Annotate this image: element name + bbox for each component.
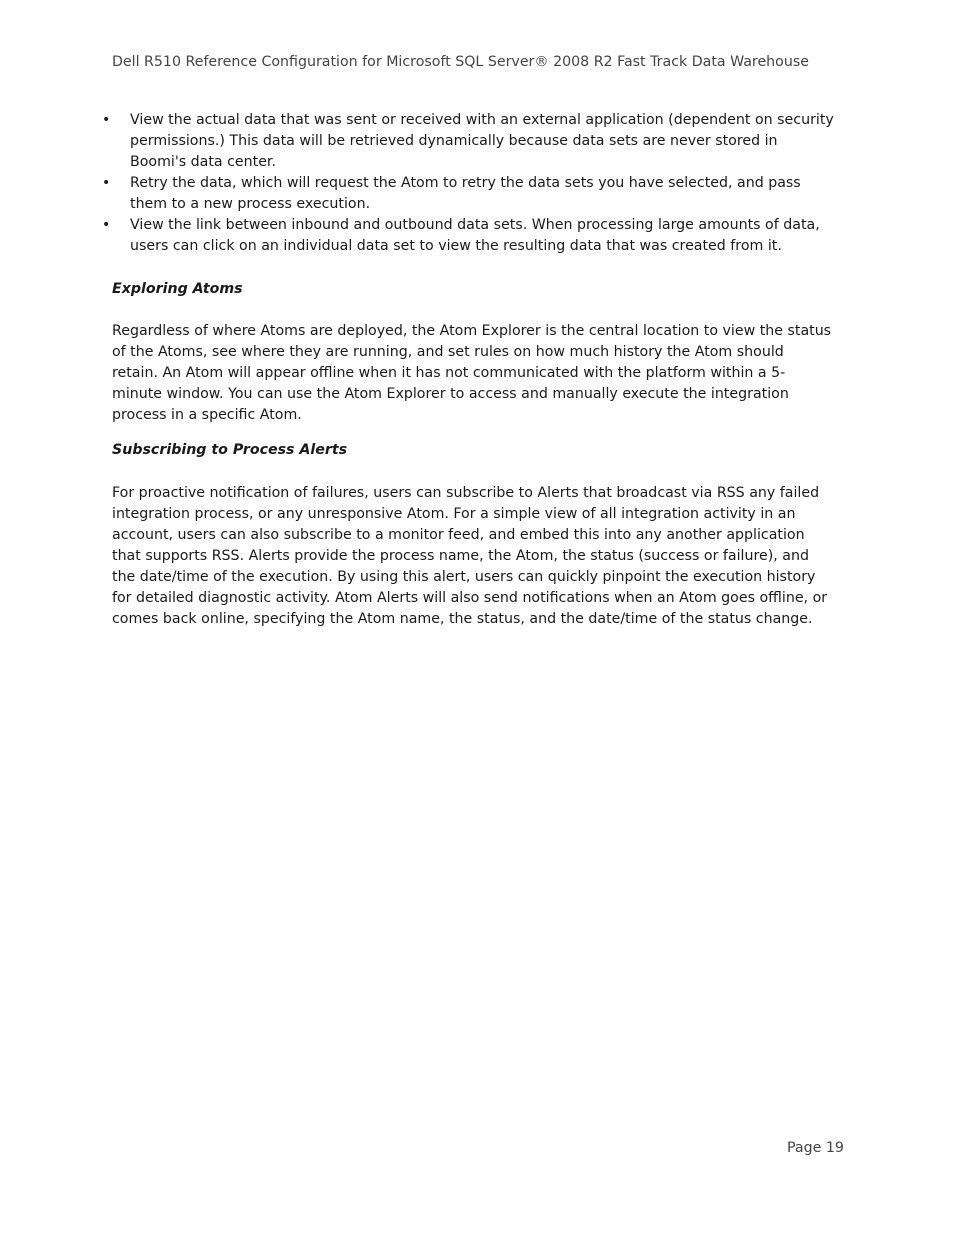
document-body xyxy=(102,110,834,630)
list-item-text: Retry the data, which will request the Atom to retry the data sets you have selected, and pass them to a new process execution. xyxy=(130,175,801,212)
section-body-process-alerts: For proactive notification of failures, users can subscribe to Alerts that broadcast via RSS any failed integration process, or any unresponsive Atom. For a simple view of all integration activity in an account, users can also subscribe to a monitor feed, and embed this into any another application that supports RSS. Alerts provide the process name, the Atom, the status (success or failure), and the date/time of the execution. By using this alert, users can quickly pinpoint the execution history for detailed diagnostic activity. Atom Alerts will also send notifications when an Atom goes offline, or comes back online, specifying the Atom name, the status, and the date/time of the status change. xyxy=(112,485,828,627)
page-number: Page 19 xyxy=(787,1140,844,1156)
list-item-text: View the actual data that was sent or received with an external application (dependent on security permissions.) This data will be retrieved dynamically because data sets are never stored in Boomi's data center. xyxy=(130,112,834,170)
list-item xyxy=(102,173,834,215)
bullet-list xyxy=(102,110,834,257)
list-item xyxy=(102,110,834,173)
list-item-text: View the link between inbound and outbound data sets. When processing large amounts of data, users can click on an individual data set to view the resulting data that was created from it. xyxy=(130,217,820,254)
section-title-process-alerts: Subscribing to Process Alerts xyxy=(112,442,348,458)
bullet-icon: • xyxy=(102,217,111,233)
section-body-exploring-atoms: Regardless of where Atoms are deployed, the Atom Explorer is the central location to view the status of the Atoms, see where they are running, and set rules on how much history the Atom should retain. An Atom will appear offline when it has not communicated with the platform within a 5-minute window. You can use the Atom Explorer to access and manually execute the integration process in a specific Atom. xyxy=(112,323,832,423)
page-header: Dell R510 Reference Configuration for Microsoft SQL Server® 2008 R2 Fast Track Data Warehouse xyxy=(112,54,809,70)
section-title-exploring-atoms: Exploring Atoms xyxy=(112,281,243,297)
list-item xyxy=(102,215,834,257)
bullet-icon: • xyxy=(102,175,111,191)
bullet-icon: • xyxy=(102,112,111,128)
